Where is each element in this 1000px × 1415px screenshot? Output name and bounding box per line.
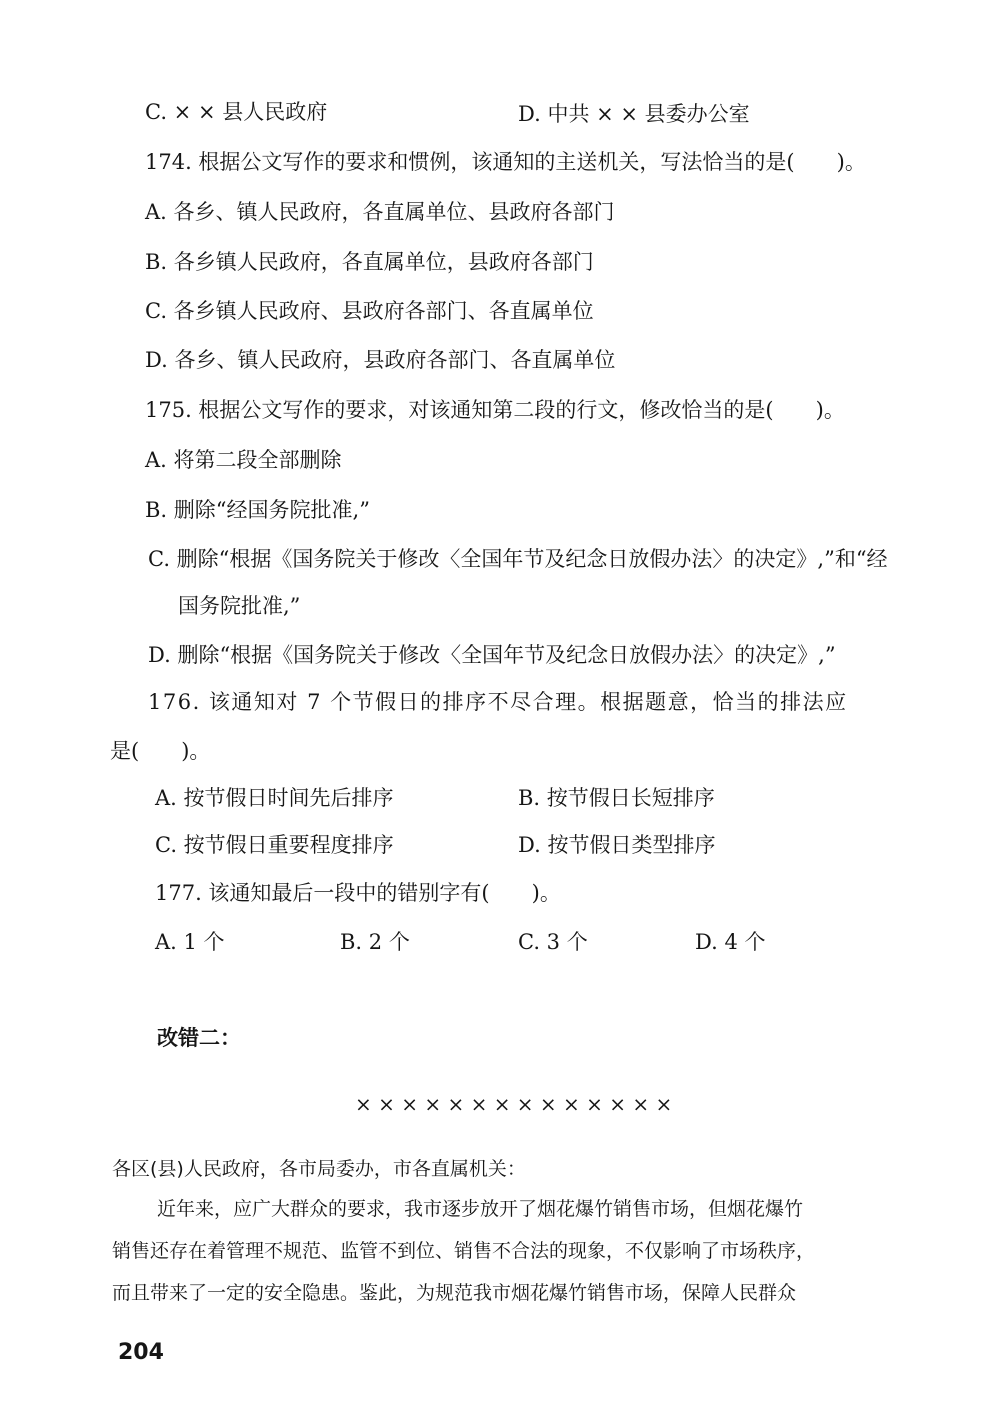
q174-option-b: B. 各乡镇人民政府，各直属单位，县政府各部门 xyxy=(145,250,594,274)
passage-line-2: 销售还存在着管理不规范、监管不到位、销售不合法的现象，不仅影响了市场秩序， xyxy=(112,1240,816,1262)
q175-stem: 175. 根据公文写作的要求，对该通知第二段的行文，修改恰当的是( )。 xyxy=(145,398,845,422)
document-title: × × × × × × × × × × × × × × xyxy=(355,1092,673,1116)
q177-option-d: D. 4 个 xyxy=(695,930,766,954)
passage-recipients: 各区(县)人民政府，各市局委办，市各直属机关： xyxy=(112,1158,526,1180)
q177-option-a: A. 1 个 xyxy=(155,930,225,954)
q176-stem-cont: 是( )。 xyxy=(110,739,211,763)
section-title: 改错二： xyxy=(157,1025,241,1050)
page-number: 204 xyxy=(118,1340,164,1365)
q174-stem: 174. 根据公文写作的要求和惯例，该通知的主送机关，写法恰当的是( )。 xyxy=(145,150,866,174)
q176-option-d: D. 按节假日类型排序 xyxy=(518,833,716,857)
q174-option-d: D. 各乡、镇人民政府，县政府各部门、各直属单位 xyxy=(145,348,616,372)
q175-option-a: A. 将第二段全部删除 xyxy=(145,448,342,472)
q174-option-c: C. 各乡镇人民政府、县政府各部门、各直属单位 xyxy=(145,299,594,323)
passage-line-1: 近年来，应广大群众的要求，我市逐步放开了烟花爆竹销售市场，但烟花爆竹 xyxy=(157,1198,804,1220)
q176-stem: 176. 该通知对 7 个节假日的排序不尽合理。根据题意，恰当的排法应 xyxy=(148,690,848,714)
q176-option-c: C. 按节假日重要程度排序 xyxy=(155,833,394,857)
q175-option-d: D. 删除“根据《国务院关于修改〈全国年节及纪念日放假办法〉的决定》,” xyxy=(148,643,836,667)
q174-option-a: A. 各乡、镇人民政府，各直属单位、县政府各部门 xyxy=(145,200,615,224)
q175-option-c: C. 删除“根据《国务院关于修改〈全国年节及纪念日放假办法〉的决定》,”和“经 xyxy=(148,547,888,571)
q177-option-c: C. 3 个 xyxy=(518,930,588,954)
q176-option-a: A. 按节假日时间先后排序 xyxy=(155,786,394,810)
q176-option-b: B. 按节假日长短排序 xyxy=(518,786,715,810)
passage-line-3: 而且带来了一定的安全隐患。鉴此，为规范我市烟花爆竹销售市场，保障人民群众 xyxy=(112,1282,797,1304)
q177-option-b: B. 2 个 xyxy=(340,930,410,954)
q175-option-c-cont: 国务院批准,” xyxy=(178,594,301,618)
q173-option-d: D. 中共 × × 县委办公室 xyxy=(518,102,750,126)
q177-stem: 177. 该通知最后一段中的错别字有( )。 xyxy=(155,881,561,905)
q175-option-b: B. 删除“经国务院批准,” xyxy=(145,498,370,522)
q173-option-c: C. × × 县人民政府 xyxy=(145,100,328,124)
